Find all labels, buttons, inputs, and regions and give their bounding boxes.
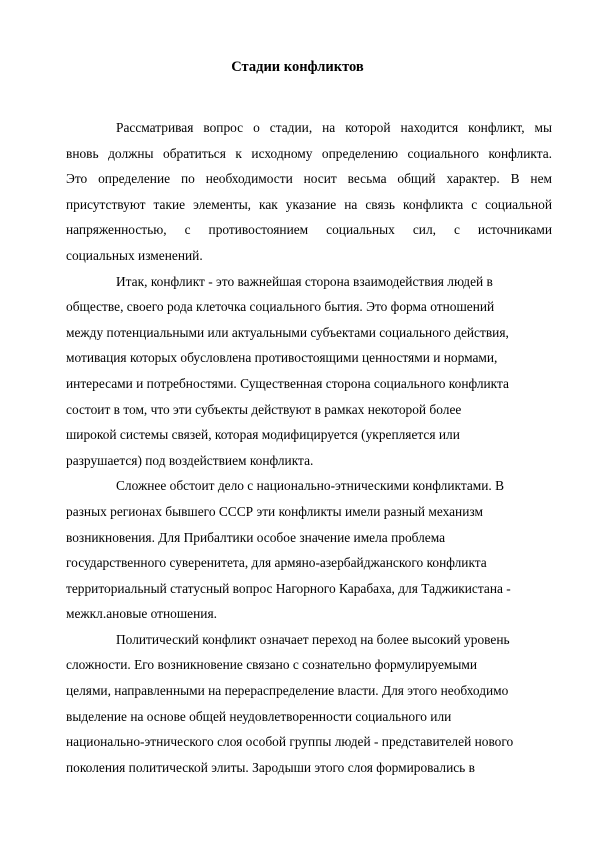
text-line: выделение на основе общей неудовлетворенности социального или [66, 708, 452, 724]
text-line: мотивация которых обусловлена противостоящими ценностями и нормами, [66, 350, 498, 366]
text-line: между потенциальными или актуальными субъектами социального действия, [66, 324, 509, 340]
text-line: государственного суверенитета, для армяно-азербайджанского конфликта [66, 555, 487, 571]
text-line: присутствуют такие элементы, как указание на связь конфликта с социальной [66, 196, 552, 212]
paragraph-1 [66, 115, 552, 269]
paragraph-3 [66, 473, 552, 627]
text-line: разрушается) под воздействием конфликта. [66, 452, 314, 468]
text-line: территориальный статусный вопрос Нагорного Карабаха, для Таджикистана - [66, 580, 511, 596]
document-title: Стадии конфликтов [231, 59, 364, 75]
text-line: вновь должны обратиться к исходному определению социального конфликта. [66, 145, 552, 161]
text-line: Сложнее обстоит дело с национально-этническими конфликтами. В [116, 478, 505, 494]
text-line: обществе, своего рода клеточка социального бытия. Это форма отношений [66, 299, 495, 315]
document-body [66, 115, 552, 780]
paragraph-4 [66, 627, 552, 781]
text-line: интересами и потребностями. Существенная сторона социального конфликта [66, 375, 509, 391]
paragraph-2 [66, 269, 552, 474]
text-line: Это определение по необходимости носит весьма общий характер. В нем [66, 171, 552, 187]
text-line: напряженностью, с противостоянием социальных сил, с источниками [66, 222, 552, 238]
text-line: Политический конфликт означает переход на более высокий уровень [116, 631, 510, 647]
text-line: национально-этнического слоя особой группы людей - представителей нового [66, 734, 514, 750]
text-line: сложности. Его возникновение связано с сознательно формулируемыми [66, 657, 478, 673]
text-line: целями, направленными на перераспределение власти. Для этого необходимо [66, 683, 509, 699]
text-line: широкой системы связей, которая модифицируется (укрепляется или [66, 427, 460, 443]
text-line: состоит в том, что эти субъекты действуют в рамках некоторой более [66, 401, 462, 417]
text-line: поколения политической элиты. Зародыши этого слоя формировались в [66, 759, 475, 775]
text-line: Итак, конфликт - это важнейшая сторона взаимодействия людей в [116, 273, 493, 289]
text-line: межкл.ановые отношения. [66, 606, 217, 622]
text-line: социальных изменений. [66, 247, 203, 263]
text-line: Рассматривая вопрос о стадии, на которой находится конфликт, мы [116, 120, 552, 135]
text-line: возникновения. Для Прибалтики особое значение имела проблема [66, 529, 446, 545]
text-line: разных регионах бывшего СССР эти конфликты имели разный механизм [66, 503, 483, 519]
